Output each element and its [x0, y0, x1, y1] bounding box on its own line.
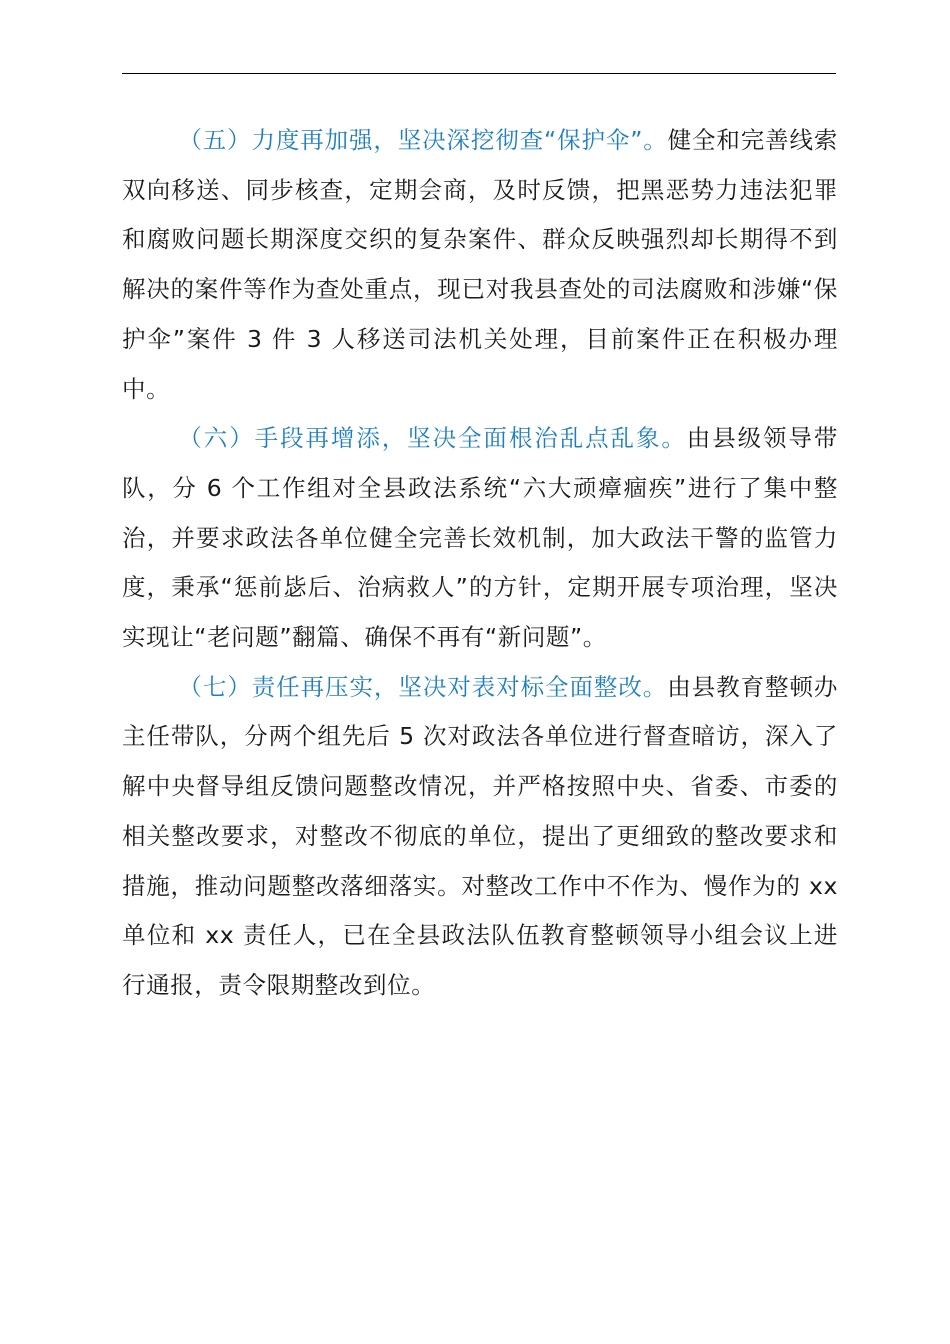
paragraph-body: 由县级领导带队，分 6 个工作组对全县政法系统“六大顽瘴痼疾”进行了集中整治，并要求政法各单位健全完善长效机制，加大政法干警的监管力度，秉承“惩前毖后、治病救人”的方针，定期开展专项治理，坚决实现让“老问题”翻篇、确保不再有“新问题”。 — [122, 424, 838, 652]
document-body — [122, 116, 838, 1011]
paragraph-heading: （六）手段再增添，坚决全面根治乱点乱象。 — [178, 424, 687, 453]
paragraph-six — [122, 414, 838, 663]
paragraph-heading: （五）力度再加强，坚决深挖彻查“保护伞”。 — [178, 126, 668, 154]
paragraph-heading: （七）责任再压实，坚决对表对标全面整改。 — [178, 672, 668, 701]
paragraph-body: 健全和完善线索双向移送、同步核查，定期会商，及时反馈，把黑恶势力违法犯罪和腐败问题长期深度交织的复杂案件、群众反映强烈却长期得不到解决的案件等作为查处重点，现已对我县查处的司法腐败和涉嫌“保护伞”案件 3 件 3 人移送司法机关处理，目前案件正在积极办理中。 — [122, 126, 838, 403]
paragraph-seven — [122, 663, 838, 1011]
paragraph-body: 由县教育整顿办主任带队，分两个组先后 5 次对政法各单位进行督查暗访，深入了解中央督导组反馈问题整改情况，并严格按照中央、省委、市委的相关整改要求，对整改不彻底的单位，提出了更细致的整改要求和措施，推动问题整改落细落实。对整改工作中不作为、慢作为的 xx 单位和 xx 责任人，已在全县政法队伍教育整顿领导小组会议上进行通报，责令限期整改到位。 — [122, 672, 839, 999]
paragraph-five — [122, 116, 838, 414]
header-rule — [122, 73, 836, 74]
